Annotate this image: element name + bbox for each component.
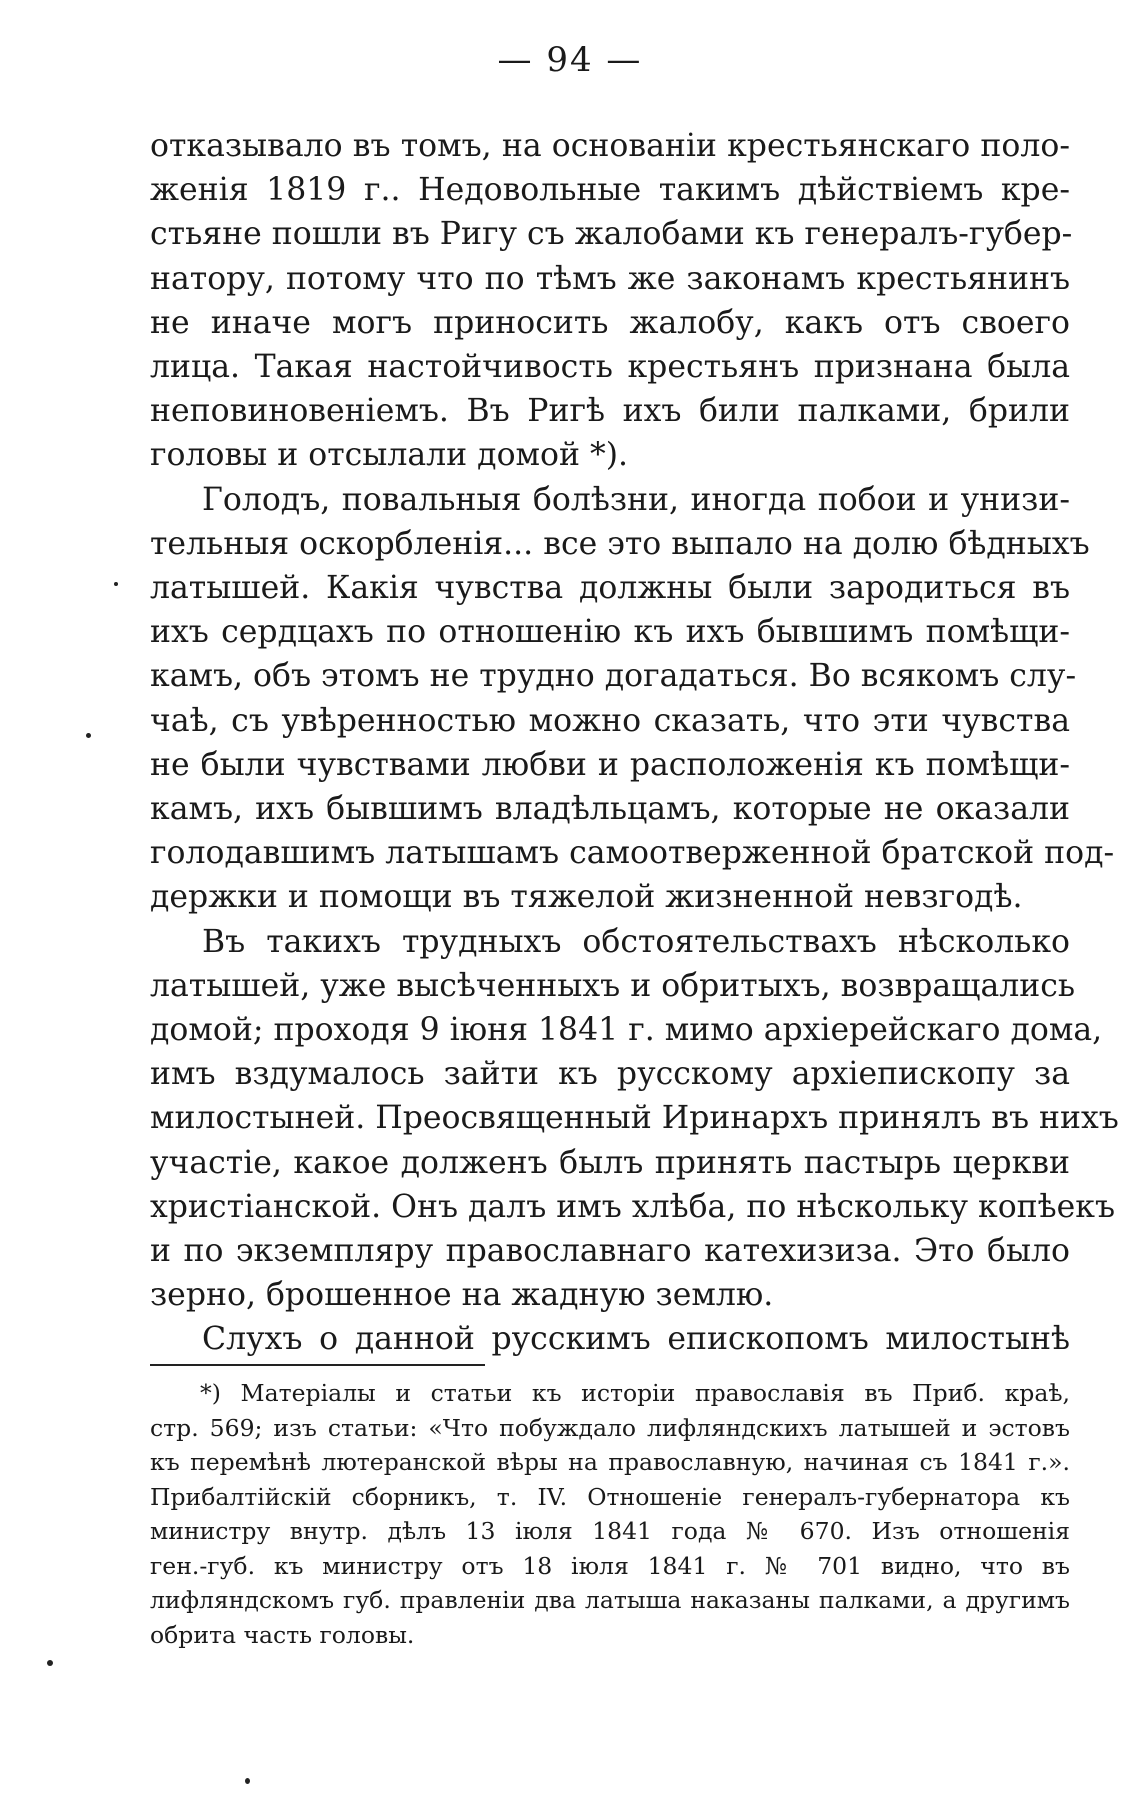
text-line: христіанской. Онъ далъ имъ хлѣба, по нѣскольку копѣекъ — [150, 1188, 1116, 1225]
paragraph-2 — [150, 478, 1115, 920]
scan-speck — [245, 1778, 250, 1784]
text-line: держки и помощи въ тяжелой жизненной невзгодѣ. — [150, 879, 1023, 916]
body-text — [150, 124, 1119, 1362]
footnote-line: обрита часть головы. — [150, 1620, 415, 1649]
text-line: латышей. Какія чувства должны были зародиться въ — [150, 570, 1070, 607]
text-line: латышей, уже высѣченныхъ и обритыхъ, возвращались — [150, 967, 1076, 1004]
text-line: голодавшимъ латышамъ самоотверженной братской под- — [150, 835, 1115, 872]
text-line: чаѣ, съ увѣренностью можно сказать, что эти чувства — [150, 702, 1070, 739]
paragraph-4 — [150, 1317, 1070, 1361]
footnote-divider — [150, 1364, 485, 1366]
scan-speck — [47, 1660, 53, 1666]
text-line: камъ, ихъ бывшимъ владѣльцамъ, которые не оказали — [150, 791, 1070, 828]
text-line: не иначе могъ приносить жалобу, какъ отъ своего — [150, 304, 1070, 341]
text-line: натору, потому что по тѣмъ же законамъ крестьянинъ — [150, 260, 1070, 297]
footnote-line: ген.-губ. къ министру отъ 18 іюля 1841 г. № 701 видно, что въ — [150, 1551, 1070, 1580]
text-line: головы и отсылали домой *). — [150, 437, 629, 474]
footnote — [150, 1376, 1070, 1652]
paragraph-3 — [150, 920, 1119, 1318]
text-line: Въ такихъ трудныхъ обстоятельствахъ нѣсколько — [202, 923, 1070, 960]
paragraph-1 — [150, 124, 1073, 478]
text-line: зерно, брошенное на жадную землю. — [150, 1277, 774, 1314]
text-line: неповиновеніемъ. Въ Ригѣ ихъ били палками, брили — [150, 393, 1070, 430]
text-line: имъ вздумалось зайти къ русскому архіепископу за — [150, 1056, 1070, 1093]
scan-speck — [114, 582, 118, 586]
footnote-line: Прибалтійскій сборникъ, т. IV. Отношеніе генералъ-губернатора къ — [150, 1482, 1070, 1511]
footnote-line: министру внутр. дѣлъ 13 іюля 1841 года № 670. Изъ отношенія — [150, 1517, 1070, 1545]
footnote-line: *) Матеріалы и статьи къ исторіи православія въ Приб. краѣ, — [200, 1379, 1070, 1407]
text-line: ихъ сердцахъ по отношенію къ ихъ бывшимъ помѣщи- — [150, 614, 1070, 651]
text-line: лица. Такая настойчивость крестьянъ признана была — [150, 349, 1070, 386]
text-line: Слухъ о данной русскимъ епископомъ милостынѣ — [202, 1321, 1070, 1358]
scan-speck — [86, 733, 91, 738]
text-line: участіе, какое долженъ былъ принять пастырь церкви — [150, 1144, 1070, 1181]
text-line: милостыней. Преосвященный Иринархъ принялъ въ нихъ — [150, 1100, 1119, 1137]
footnote-line: лифляндскомъ губ. правленіи два латыша наказаны палками, а другимъ — [150, 1586, 1070, 1614]
text-line: домой; проходя 9 іюня 1841 г. мимо архіерейскаго дома, — [150, 1012, 1103, 1049]
page-number: — 94 — — [497, 40, 643, 80]
text-line: камъ, объ этомъ не трудно догадаться. Во всякомъ слу- — [150, 658, 1077, 695]
text-line: женія 1819 г.. Недовольные такимъ дѣйствіемъ кре- — [150, 172, 1070, 209]
text-line: не были чувствами любви и расположенія къ помѣщи- — [150, 746, 1070, 783]
text-line: и по экземпляру православнаго катехизиза. Это было — [150, 1233, 1070, 1270]
text-line: тельныя оскорбленія... все это выпало на долю бѣдныхъ — [150, 525, 1090, 562]
footnote-line: стр. 569; изъ статьи: «Что побуждало лифляндскихъ латышей и эстовъ — [150, 1413, 1070, 1442]
footnote-line: къ перемѣнѣ лютеранской вѣры на православную, начиная съ 1841 г.». — [150, 1448, 1070, 1476]
text-line: Голодъ, повальныя болѣзни, иногда побои и унизи- — [202, 481, 1070, 518]
text-line: отказывало въ томъ, на основаніи крестьянскаго поло- — [150, 128, 1070, 164]
text-line: стьяне пошли въ Ригу съ жалобами къ генералъ-губер- — [150, 216, 1073, 253]
